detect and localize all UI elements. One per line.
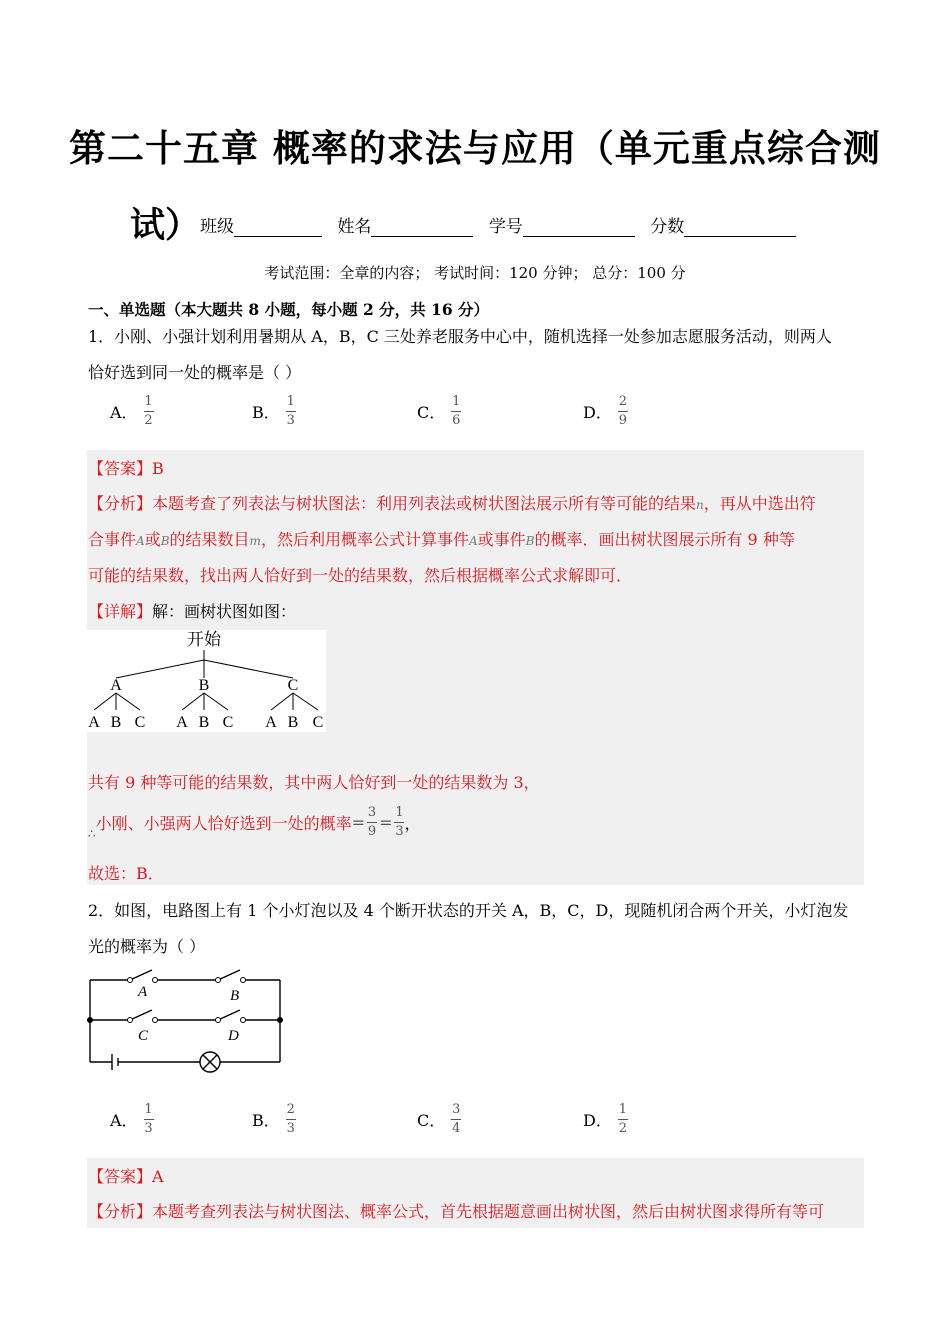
circuit-diagram — [82, 962, 292, 1082]
name-blank[interactable] — [371, 220, 473, 237]
exam-meta: 考试范围：全章的内容； 考试时间：120 分钟； 总分：100 分 — [264, 264, 686, 282]
switch-label-c: C — [138, 1028, 149, 1044]
tree-leaf: C — [312, 714, 324, 731]
tree-leaf: A — [88, 714, 100, 731]
q2-answer: 【答案】A — [88, 1167, 164, 1186]
q2-analysis: 【分析】本题考查列表法与树状图法、概率公式，首先根据题意画出树状图，然后由树状图求得所有等可 — [88, 1202, 825, 1221]
student-info-fields — [200, 212, 806, 237]
q2-stem-line1: 2．如图，电路图上有 1 个小灯泡以及 4 个断开状态的开关 A，B，C，D，现随机闭合两个开关，小灯泡发 — [88, 901, 849, 920]
class-label: 班级 — [200, 217, 234, 237]
q1-answer: 【答案】B — [88, 459, 164, 478]
tree-leaf: C — [222, 714, 234, 731]
q1-option-d[interactable]: D． $\frac{2}{9}$ — [583, 394, 627, 428]
tree-node-b: B — [198, 677, 210, 694]
q1-choose: 故选：B． — [88, 864, 164, 883]
tree-leaf: A — [176, 714, 188, 731]
q1-option-c[interactable]: C． $\frac{1}{6}$ — [417, 394, 461, 428]
switch-label-a: A — [138, 984, 148, 1000]
tree-leaf: B — [198, 714, 210, 731]
tree-node-c: C — [287, 677, 299, 694]
switch-label-d: D — [228, 1028, 239, 1044]
tree-node-a: A — [110, 677, 122, 694]
q1-option-a[interactable]: A． $\frac{1}{2}$ — [110, 394, 153, 428]
q1-detail: 【详解】解：画树状图如图： — [88, 602, 297, 621]
section-heading: 一、单选题（本大题共 8 小题，每小题 2 分，共 16 分） — [88, 300, 490, 319]
q1-analysis-line1: 【分析】本题考查了列表法与树状图法：利用列表法或树状图法展示所有等可能的结果n，再从中选出符 — [88, 494, 816, 513]
score-label: 分数 — [650, 217, 685, 237]
q2-option-c[interactable]: C． $\frac{3}{4}$ — [417, 1102, 461, 1136]
q2-stem-line2: 光的概率为（ ） — [88, 937, 206, 956]
page-title-continued: 试） — [130, 206, 201, 246]
q2-option-b[interactable]: B． $\frac{2}{3}$ — [252, 1102, 295, 1136]
score-blank[interactable] — [684, 220, 796, 237]
id-label: 学号 — [488, 217, 523, 237]
q2-option-d[interactable]: D． $\frac{1}{2}$ — [583, 1102, 627, 1136]
q1-count-line: 共有 9 种等可能的结果数，其中两人恰好到一处的结果数为 3， — [88, 773, 540, 792]
name-label: 姓名 — [337, 217, 372, 237]
q1-analysis-line2: 合事件A或B的结果数目m，然后利用概率公式计算事件A或事件B的概率．画出树状图展示所有 9 种等 — [88, 530, 795, 549]
page-title: 第二十五章 概率的求法与应用（单元重点综合测 — [69, 127, 881, 170]
q1-option-b[interactable]: B． $\frac{1}{3}$ — [252, 394, 295, 428]
tree-leaf: B — [287, 714, 299, 731]
tree-leaf: C — [134, 714, 146, 731]
q1-analysis-line3: 可能的结果数，找出两人恰好到一处的结果数，然后根据概率公式求解即可． — [88, 566, 633, 585]
switch-label-b: B — [230, 988, 240, 1004]
id-blank[interactable] — [523, 220, 635, 237]
q2-option-a[interactable]: A． $\frac{1}{3}$ — [110, 1102, 153, 1136]
class-blank[interactable] — [234, 220, 322, 237]
q1-probability-line: ∴ 小刚、小强两人恰好选到一处的概率 = $\frac{3}{9}$ = $\frac{1}{3}$ ， — [88, 804, 421, 841]
tree-diagram — [86, 630, 326, 732]
q1-stem-line2: 恰好选到同一处的概率是（ ） — [88, 363, 302, 382]
tree-leaf: B — [110, 714, 122, 731]
q1-stem-line1: 1．小刚、小强计划利用暑期从 A，B，C 三处养老服务中心中，随机选择一处参加志愿服务活动，则两人 — [88, 327, 832, 346]
tree-leaf: A — [265, 714, 277, 731]
tree-root: 开始 — [187, 630, 221, 650]
